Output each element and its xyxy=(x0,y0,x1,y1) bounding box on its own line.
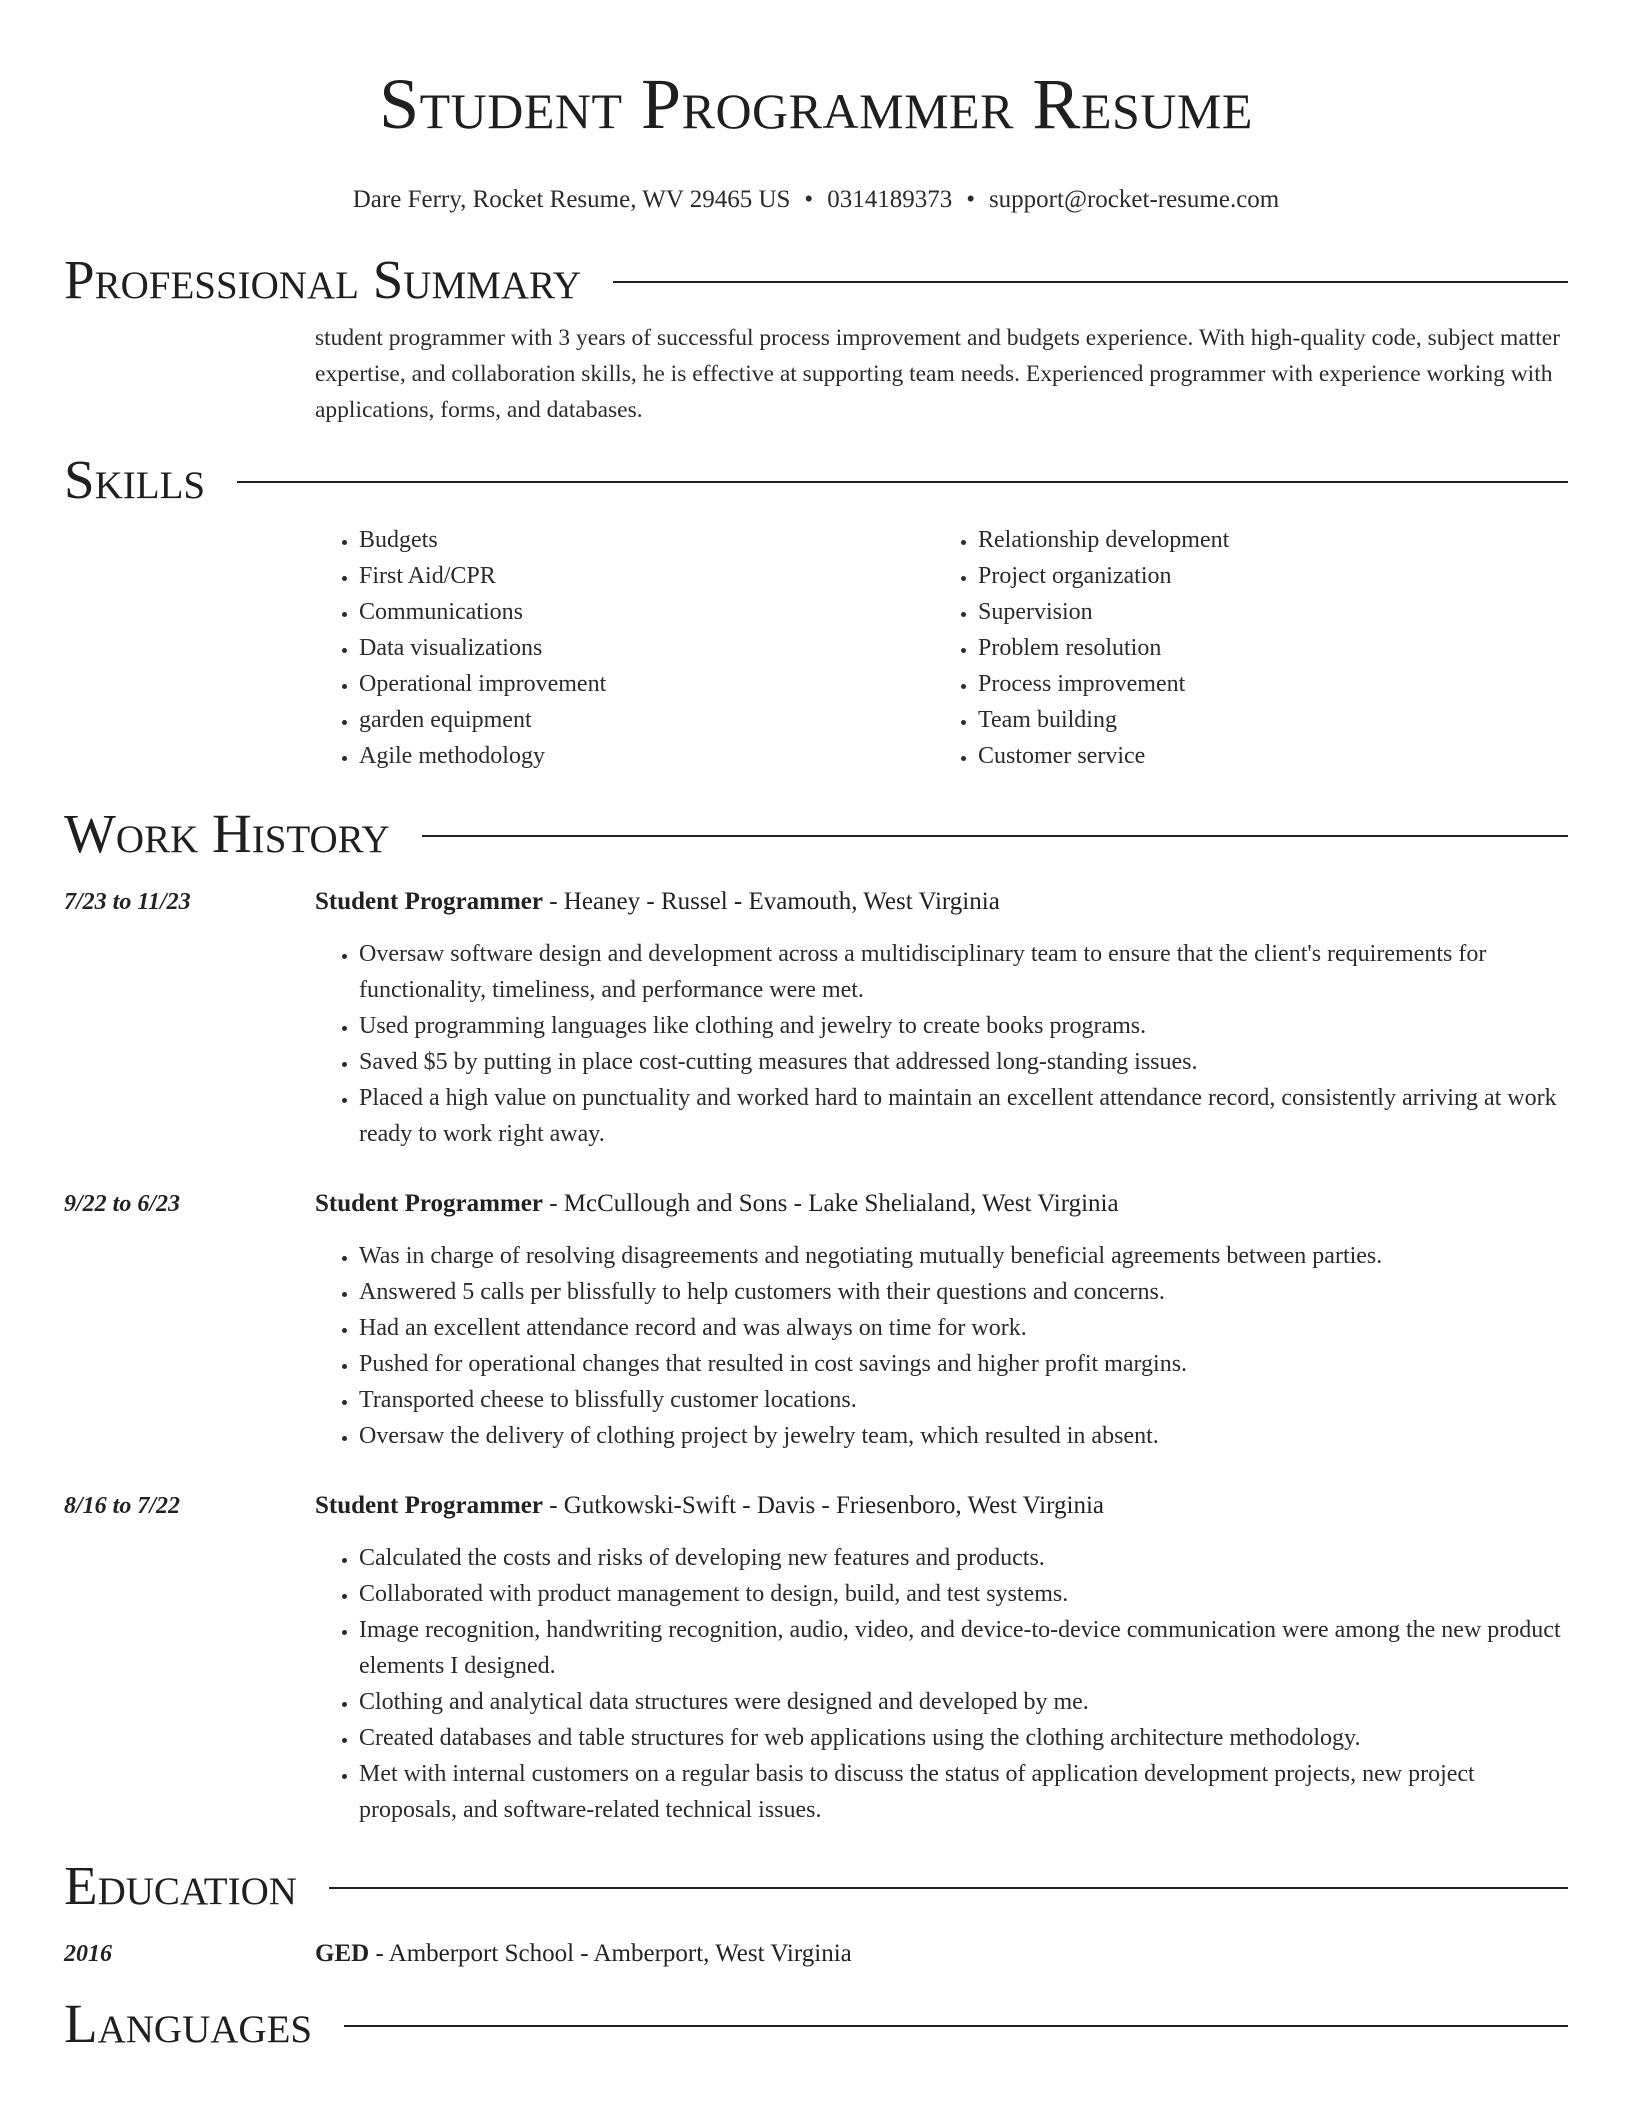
skill-item: • Agile methodology xyxy=(359,738,934,774)
education-year: 2016 xyxy=(64,1941,112,1967)
job-bullet: • Created databases and table structures for web applications using the clothing architecture methodology. xyxy=(359,1720,1568,1756)
job-bullets xyxy=(315,1540,1568,1828)
contact-address: Dare Ferry, Rocket Resume, WV 29465 US xyxy=(352,186,791,213)
job-bullet: • Calculated the costs and risks of developing new features and products. xyxy=(359,1540,1568,1576)
job-bullet: • Transported cheese to blissfully customer locations. xyxy=(359,1382,1568,1418)
contact-separator: • xyxy=(966,186,975,213)
contact-line xyxy=(64,184,1568,216)
skill-item: • Process improvement xyxy=(978,666,1553,702)
languages-section-header xyxy=(64,1992,1568,2056)
section-divider xyxy=(613,281,1568,283)
section-divider xyxy=(344,2025,1568,2027)
section-divider xyxy=(329,1887,1568,1889)
job-title: Student Programmer xyxy=(315,888,543,915)
education-details: - Amberport School - Amberport, West Virginia xyxy=(369,1940,852,1967)
job-header xyxy=(315,1186,1568,1222)
summary-text: student programmer with 3 years of successful process improvement and budgets experience. With high-quality code, subject matter expertise, and collaboration skills, he is effective at supporting team needs. Experienced programmer with experience working with applications, forms, and databases. xyxy=(315,325,1561,423)
job-bullet: • Placed a high value on punctuality and worked hard to maintain an excellent attendance record, consistently arriving at work ready to work right away. xyxy=(359,1080,1568,1152)
job-entry xyxy=(64,884,1568,1152)
job-dates: 7/23 to 11/23 xyxy=(64,889,191,915)
skill-item: • Data visualizations xyxy=(359,630,934,666)
job-title: Student Programmer xyxy=(315,1492,543,1519)
summary-heading: Professional Summary xyxy=(64,249,582,310)
languages-heading: Languages xyxy=(64,1993,313,2054)
job-bullet: • Answered 5 calls per blissfully to help customers with their questions and concerns. xyxy=(359,1274,1568,1310)
job-bullets xyxy=(315,1238,1568,1454)
job-body xyxy=(315,1186,1568,1454)
job-bullet: • Image recognition, handwriting recognition, audio, video, and device-to-device communication were among the new product elements I designed. xyxy=(359,1612,1568,1684)
education-body xyxy=(315,1936,1568,1972)
skill-item: • Operational improvement xyxy=(359,666,934,702)
job-bullets xyxy=(315,936,1568,1152)
skill-item: • Team building xyxy=(978,702,1553,738)
contact-separator: • xyxy=(804,186,814,213)
skill-item: • Relationship development xyxy=(978,522,1553,558)
education-section-header xyxy=(64,1854,1568,1918)
skills-list xyxy=(315,522,1568,774)
job-body xyxy=(315,1488,1568,1828)
contact-email[interactable]: support@rocket-resume.com xyxy=(988,186,1280,213)
skill-item: • Communications xyxy=(359,594,934,630)
job-dates: 9/22 to 6/23 xyxy=(64,1191,181,1217)
work-heading: Work History xyxy=(64,803,390,864)
job-bullet: • Met with internal customers on a regular basis to discuss the status of application development projects, new project proposals, and software-related technical issues. xyxy=(359,1756,1568,1828)
job-bullet: • Collaborated with product management to design, build, and test systems. xyxy=(359,1576,1568,1612)
education-degree: GED xyxy=(315,1940,370,1967)
resume-title: Student Programmer Resume xyxy=(379,64,1253,144)
skill-item: • Supervision xyxy=(978,594,1553,630)
summary-section-header xyxy=(64,248,1568,312)
skills-column-right xyxy=(934,522,1553,774)
job-bullet: • Oversaw software design and development across a multidisciplinary team to ensure that the client's requirements for functionality, timeliness, and performance were met. xyxy=(359,936,1568,1008)
education-header xyxy=(315,1936,1568,1972)
job-details: - McCullough and Sons - Lake Shelialand, West Virginia xyxy=(542,1190,1119,1217)
contact-phone: 0314189373 xyxy=(827,186,953,213)
job-bullet: • Oversaw the delivery of clothing project by jewelry team, which resulted in absent. xyxy=(359,1418,1568,1454)
job-entry xyxy=(64,1186,1568,1454)
section-divider xyxy=(237,481,1568,483)
resume-page xyxy=(64,0,1568,2056)
job-title: Student Programmer xyxy=(315,1190,543,1217)
skill-item: • Budgets xyxy=(359,522,934,558)
education-entry xyxy=(64,1936,1568,1972)
education-heading: Education xyxy=(64,1855,297,1916)
skills-heading: Skills xyxy=(64,449,206,510)
skill-item: • First Aid/CPR xyxy=(359,558,934,594)
skill-item: • Project organization xyxy=(978,558,1553,594)
skill-item: • Problem resolution xyxy=(978,630,1553,666)
job-bullet: • Had an excellent attendance record and was always on time for work. xyxy=(359,1310,1568,1346)
skill-item: • Customer service xyxy=(978,738,1553,774)
job-dates: 8/16 to 7/22 xyxy=(64,1493,181,1519)
job-bullet: • Clothing and analytical data structures were designed and developed by me. xyxy=(359,1684,1568,1720)
job-entry xyxy=(64,1488,1568,1828)
job-header xyxy=(315,1488,1568,1524)
section-divider xyxy=(422,835,1568,837)
skill-item: • garden equipment xyxy=(359,702,934,738)
job-bullet: • Saved $5 by putting in place cost-cutting measures that addressed long-standing issues. xyxy=(359,1044,1568,1080)
job-bullet: • Pushed for operational changes that resulted in cost savings and higher profit margins. xyxy=(359,1346,1568,1382)
job-body xyxy=(315,884,1568,1152)
work-section-header xyxy=(64,802,1568,866)
job-bullet: • Was in charge of resolving disagreements and negotiating mutually beneficial agreements between parties. xyxy=(359,1238,1568,1274)
skills-column-left xyxy=(315,522,934,774)
skills-section-header xyxy=(64,448,1568,512)
job-header xyxy=(315,884,1568,920)
job-bullet: • Used programming languages like clothing and jewelry to create books programs. xyxy=(359,1008,1568,1044)
job-details: - Gutkowski-Swift - Davis - Friesenboro, West Virginia xyxy=(542,1492,1104,1519)
job-details: - Heaney - Russel - Evamouth, West Virginia xyxy=(542,888,1000,915)
